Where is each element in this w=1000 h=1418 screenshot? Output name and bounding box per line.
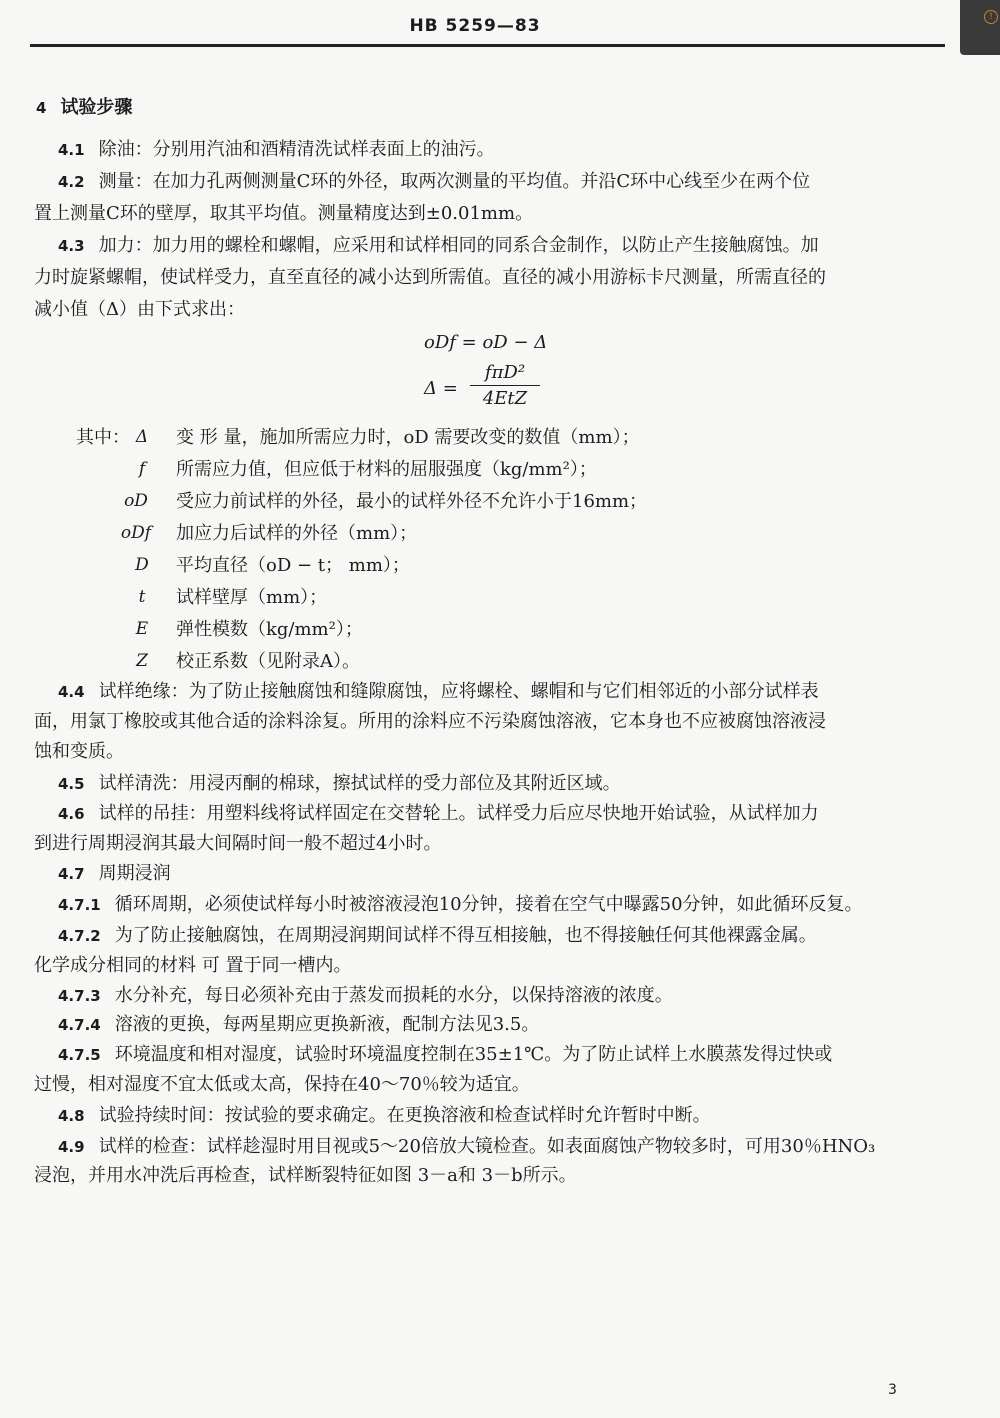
symbol-e-desc: 弹性模数（kg/mm²）； [176, 619, 363, 640]
formula-delta-lhs: Δ = [424, 378, 458, 399]
symbol-f-desc: 所需应力值，但应低于材料的屈服强度（kg/mm²）； [176, 459, 597, 480]
symbol-z: Z [136, 651, 148, 671]
clause-4-6-cont: 到进行周期浸润其最大间隔时间一般不超过4小时。 [34, 833, 442, 854]
clause-4-7: 4.7 周期浸润 [58, 863, 171, 884]
clause-4-7-4: 4.7.4 溶液的更换，每两星期应更换新液，配制方法见3.5。 [58, 1014, 540, 1035]
clause-4-7-2: 4.7.2 为了防止接触腐蚀，在周期浸润期间试样不得互相接触，也不得接触任何其他裸露金属。 [58, 925, 817, 946]
clause-4-7-5-cont: 过慢，相对湿度不宜太低或太高，保持在40～70％较为适宜。 [34, 1074, 530, 1095]
corner-widget[interactable] [960, 0, 1000, 55]
info-icon[interactable]: ! [984, 10, 998, 24]
symbol-d: D [135, 555, 149, 575]
clause-4-2-cont: 置上测量C环的壁厚，取其平均值。测量精度达到±0.01mm。 [34, 203, 534, 224]
clause-4-3-cont1: 力时旋紧螺帽，使试样受力，直至直径的减小达到所需值。直径的减小用游标卡尺测量，所需直径的 [34, 267, 826, 288]
section-number: 4 [36, 99, 47, 117]
clause-4-3: 4.3 加力：加力用的螺栓和螺帽，应采用和试样相同的同系合金制作，以防止产生接触腐蚀。加 [58, 235, 819, 256]
where-intro: 其中： [76, 427, 130, 448]
clause-4-7-3: 4.7.3 水分补充，每日必须补充由于蒸发而损耗的水分，以保持溶液的浓度。 [58, 985, 673, 1006]
clause-4-4: 4.4 试样绝缘：为了防止接触腐蚀和缝隙腐蚀，应将螺栓、螺帽和与它们相邻近的小部分试样表 [58, 681, 819, 702]
clause-4-5: 4.5 试样清洗：用浸丙酮的棉球，擦拭试样的受力部位及其附近区域。 [58, 773, 621, 794]
symbol-t-desc: 试样壁厚（mm）； [176, 587, 328, 608]
symbol-odf: oDf [120, 523, 152, 543]
clause-4-6: 4.6 试样的吊挂：用塑料线将试样固定在交替轮上。试样受力后应尽快地开始试验，从试样加力 [58, 803, 819, 824]
clause-4-8: 4.8 试验持续时间：按试验的要求确定。在更换溶液和检查试样时允许暂时中断。 [58, 1105, 711, 1126]
symbol-z-desc: 校正系数（见附录A）。 [176, 651, 360, 672]
symbol-f: f [138, 459, 146, 479]
clause-4-4-cont2: 蚀和变质。 [34, 741, 124, 762]
clause-4-4-cont1: 面，用氯丁橡胶或其他合适的涂料涂复。所用的涂料应不污染腐蚀溶液，它本身也不应被腐蚀溶液浸 [34, 711, 826, 732]
clause-4-7-1: 4.7.1 循环周期，必须使试样每小时被溶液浸泡10分钟，接着在空气中曝露50分钟，如此循环反复。 [58, 894, 863, 915]
section-title: 试验步骤 [60, 97, 133, 118]
section-heading [36, 96, 132, 120]
clause-4-7-5: 4.7.5 环境温度和相对湿度，试验时环境温度控制在35±1℃。为了防止试样上水膜蒸发得过快或 [58, 1044, 833, 1065]
symbol-delta: Δ [135, 427, 149, 447]
symbol-od-desc: 受应力前试样的外径，最小的试样外径不允许小于16mm； [176, 491, 648, 512]
clause-4-1: 4.1 除油：分别用汽油和酒精清洗试样表面上的油污。 [58, 139, 495, 160]
symbol-t: t [138, 587, 146, 607]
clause-4-9-cont: 浸泡，并用水冲洗后再检查，试样断裂特征如图 3－a和 3－b所示。 [34, 1165, 577, 1186]
fraction-numerator: fπD² [484, 362, 526, 383]
symbol-d-desc: 平均直径（oD − t； mm）； [176, 555, 410, 576]
header-rule [30, 44, 945, 47]
page-number: 3 [888, 1382, 897, 1398]
clause-4-9: 4.9 试样的检查：试样趁湿时用目视或5～20倍放大镜检查。如表面腐蚀产物较多时，可用30％HNO₃ [58, 1136, 876, 1157]
clause-4-3-cont2: 减小值（Δ）由下式求出： [34, 299, 245, 320]
symbol-od: oD [124, 491, 148, 511]
clause-4-7-2-cont: 化学成分相同的材料 可 置于同一槽内。 [34, 955, 352, 976]
symbol-delta-desc: 变 形 量，施加所需应力时，oD 需要改变的数值（mm）； [176, 427, 640, 448]
symbol-e: E [135, 619, 149, 639]
formula-od: oDf = oD − Δ [424, 332, 548, 353]
fraction-denominator: 4EtZ [482, 388, 528, 409]
formula-fraction [470, 362, 540, 409]
header-title: HB 5259—83 [409, 16, 541, 36]
symbol-odf-desc: 加应力后试样的外径（mm）； [176, 523, 418, 544]
clause-4-2: 4.2 测量：在加力孔两侧测量C环的外径，取两次测量的平均值。并沿C环中心线至少在两个位 [58, 171, 811, 192]
fraction-bar [470, 385, 540, 386]
